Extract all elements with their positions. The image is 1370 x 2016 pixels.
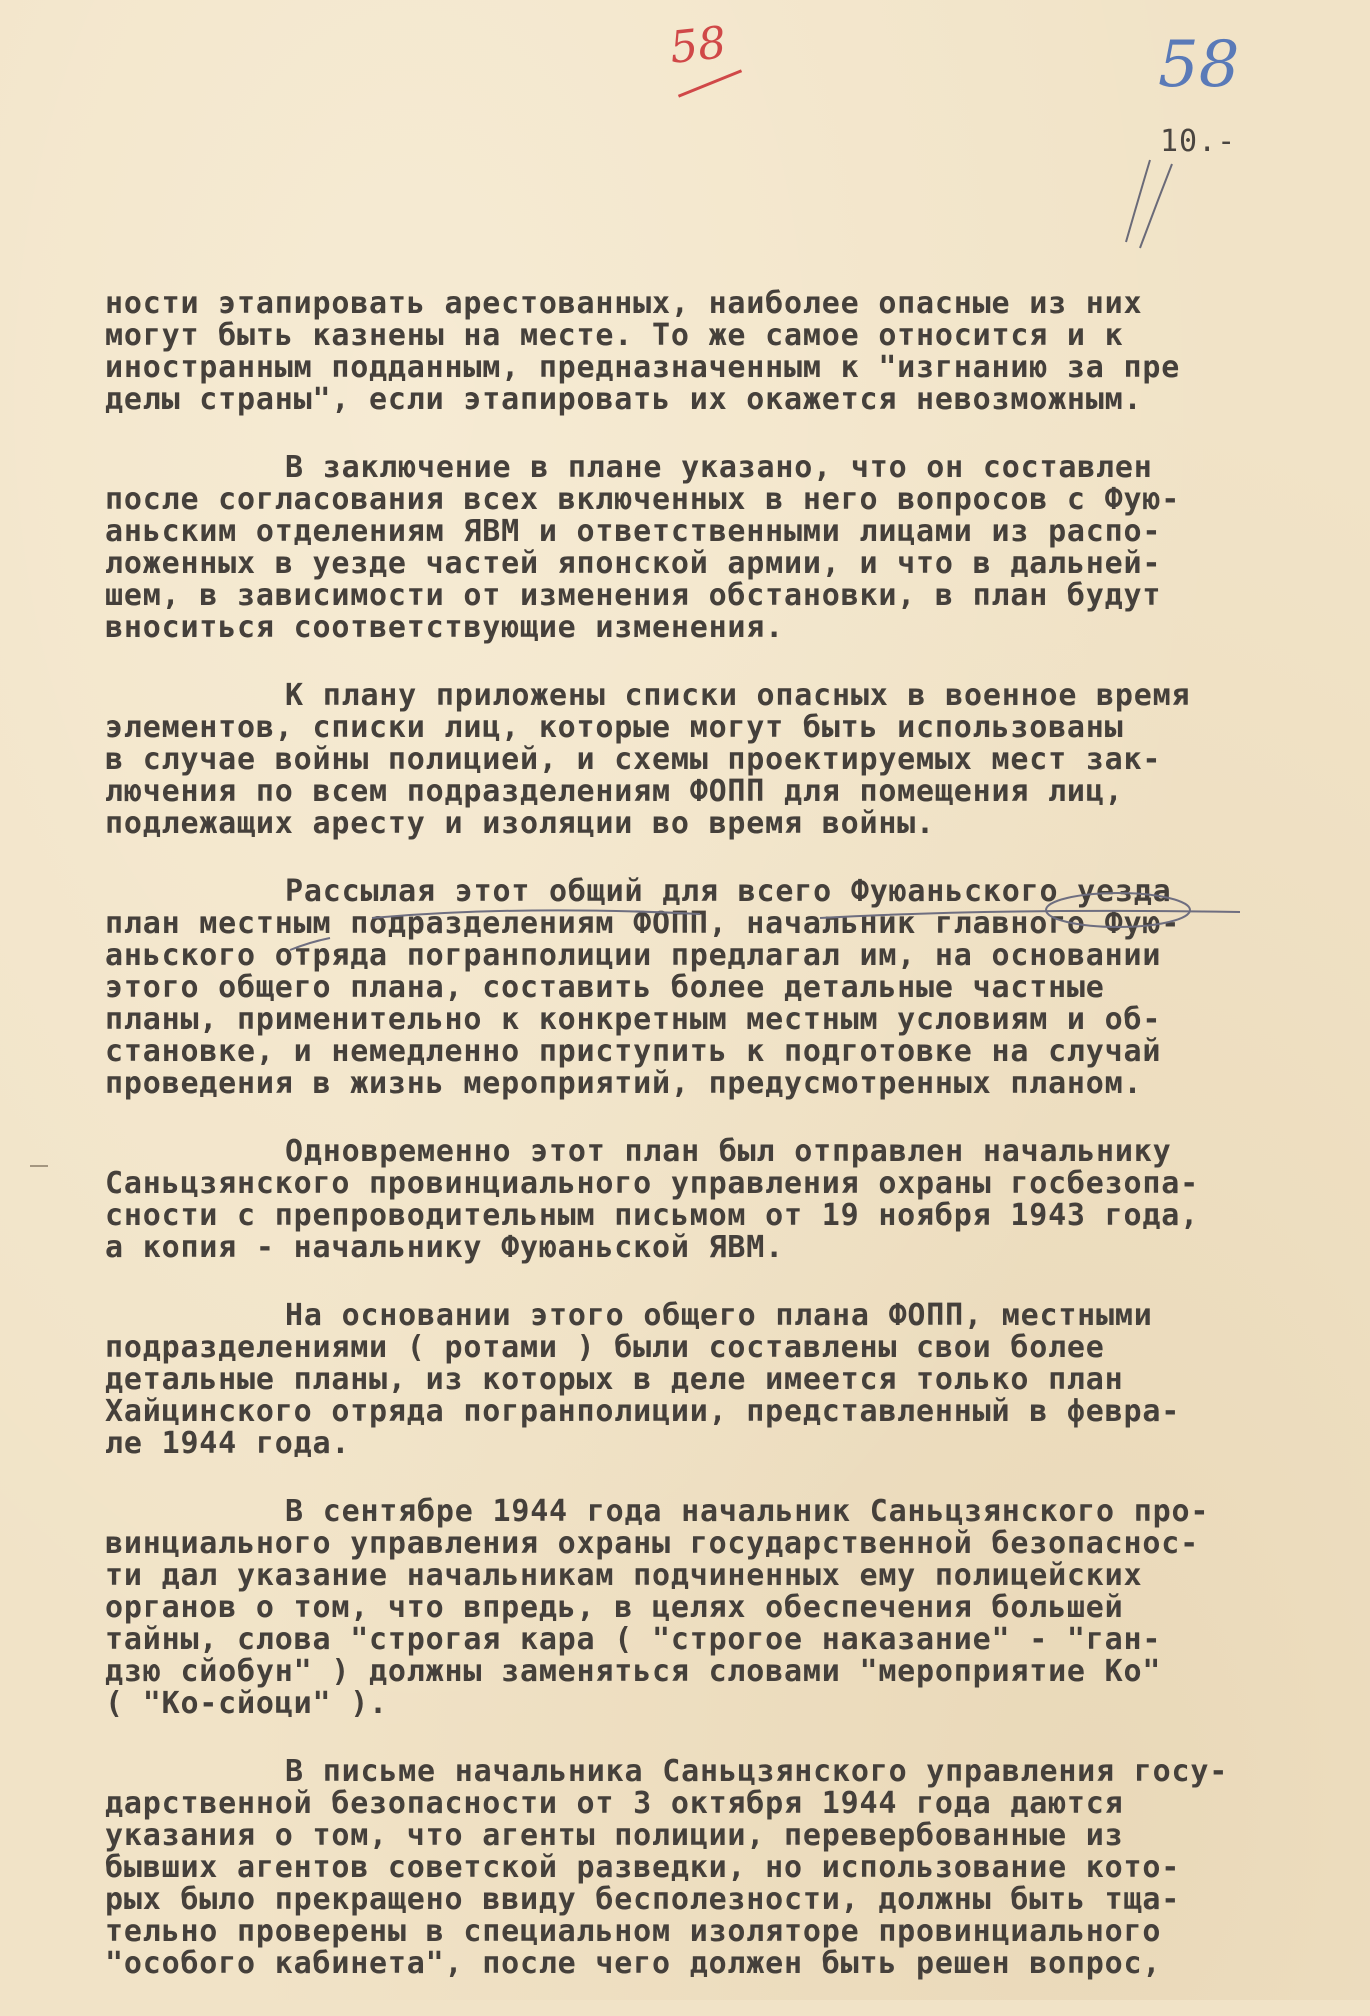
page-number: 10.- <box>1160 124 1237 159</box>
text-line: вноситься соответствующие изменения. <box>105 610 785 645</box>
text-line: аньским отделениям ЯВМ и ответственными лицами из распо- <box>105 514 1162 549</box>
text-line: план местным подразделениям ФОПП, начальник главного Фую- <box>105 906 1181 941</box>
paragraph-8 <box>105 1756 1355 1980</box>
text-line: аньского отряда погранполиции предлагал им, на основании <box>105 938 1162 973</box>
red-folio-underline <box>678 69 742 97</box>
text-line: "особого кабинета", после чего должен быть решен вопрос, <box>105 1946 1162 1981</box>
paragraph-7 <box>105 1496 1355 1720</box>
text-line: ности этапировать арестованных, наиболее опасные из них <box>105 286 1143 321</box>
text-line: планы, применительно к конкретным местным условиям и об- <box>105 1002 1162 1037</box>
text-line: становке, и немедленно приступить к подготовке на случай <box>105 1034 1162 1069</box>
text-line: На основании этого общего плана ФОПП, местными <box>285 1298 1153 1333</box>
text-line: В письме начальника Саньцзянского управления госу- <box>285 1754 1229 1789</box>
text-line: проведения в жизнь мероприятий, предусмотренных планом. <box>105 1066 1143 1101</box>
text-line: сности с препроводительным письмом от 19 ноября 1943 года, <box>105 1198 1199 1233</box>
pencil-check-mark <box>1120 150 1200 260</box>
text-line: после согласования всех включенных в него вопросов с Фую- <box>105 482 1181 517</box>
text-line: К плану приложены списки опасных в военное время <box>285 678 1191 713</box>
text-line: бывших агентов советской разведки, но использование кото- <box>105 1850 1181 1885</box>
text-line: в случае войны полицией, и схемы проектируемых мест зак- <box>105 742 1162 777</box>
text-line: указания о том, что агенты полиции, перевербованные из <box>105 1818 1124 1853</box>
red-folio-number: 58 <box>667 17 729 74</box>
text-line: тайны, слова "строгая кара ( "строгое наказание" - "ган- <box>105 1622 1162 1657</box>
text-line: дарственной безопасности от 3 октября 1944 года даются <box>105 1786 1124 1821</box>
paragraph-5 <box>105 1136 1355 1264</box>
margin-mark <box>30 1165 48 1167</box>
text-line: Саньцзянского провинциального управления охраны госбезопа- <box>105 1166 1199 1201</box>
text-line: иностранным подданным, предназначенным к "изгнанию за пре <box>105 350 1181 385</box>
text-line: элементов, списки лиц, которые могут быть использованы <box>105 710 1124 745</box>
text-line: подлежащих аресту и изоляции во время войны. <box>105 806 935 841</box>
text-line: этого общего плана, составить более детальные частные <box>105 970 1105 1005</box>
paragraph-3 <box>105 680 1355 840</box>
text-line: Хайцинского отряда погранполиции, представленный в февра- <box>105 1394 1181 1429</box>
text-line: винциального управления охраны государственной безопаснос- <box>105 1526 1199 1561</box>
paragraph-1 <box>105 288 1355 416</box>
text-line: Рассылая этот общий для всего Фуюаньского уезда <box>285 874 1172 909</box>
paragraph-4 <box>105 876 1355 1100</box>
blue-folio-number: 58 <box>1158 28 1240 102</box>
text-line: ле 1944 года. <box>105 1426 351 1461</box>
text-line: могут быть казнены на месте. То же самое относится и к <box>105 318 1124 353</box>
text-line: подразделениями ( ротами ) были составлены свои более <box>105 1330 1105 1365</box>
typed-text-body <box>105 288 1355 2016</box>
text-line: делы страны", если этапировать их окажется невозможным. <box>105 382 1143 417</box>
text-line: рых было прекращено ввиду бесполезности, должны быть тща- <box>105 1882 1181 1917</box>
text-line: дзю сйобун" ) должны заменяться словами "мероприятие Ко" <box>105 1654 1162 1689</box>
text-line: детальные планы, из которых в деле имеется только план <box>105 1362 1124 1397</box>
text-line: ( "Ко-сйоци" ). <box>105 1686 388 1721</box>
paragraph-2 <box>105 452 1355 644</box>
text-line: шем, в зависимости от изменения обстановки, в план будут <box>105 578 1162 613</box>
text-line: ти дал указание начальникам подчиненных ему полицейских <box>105 1558 1143 1593</box>
text-line: а копия - начальнику Фуюаньской ЯВМ. <box>105 1230 785 1265</box>
text-line: лючения по всем подразделениям ФОПП для помещения лиц, <box>105 774 1124 809</box>
text-line: В сентябре 1944 года начальник Саньцзянского про- <box>285 1494 1210 1529</box>
paragraph-6 <box>105 1300 1355 1460</box>
text-line: органов о том, что впредь, в целях обеспечения большей <box>105 1590 1124 1625</box>
text-line: тельно проверены в специальном изоляторе провинциального <box>105 1914 1162 1949</box>
text-line: Одновременно этот план был отправлен начальнику <box>285 1134 1172 1169</box>
text-line: ложенных в уезде частей японской армии, и что в дальней- <box>105 546 1162 581</box>
text-line: В заключение в плане указано, что он составлен <box>285 450 1153 485</box>
